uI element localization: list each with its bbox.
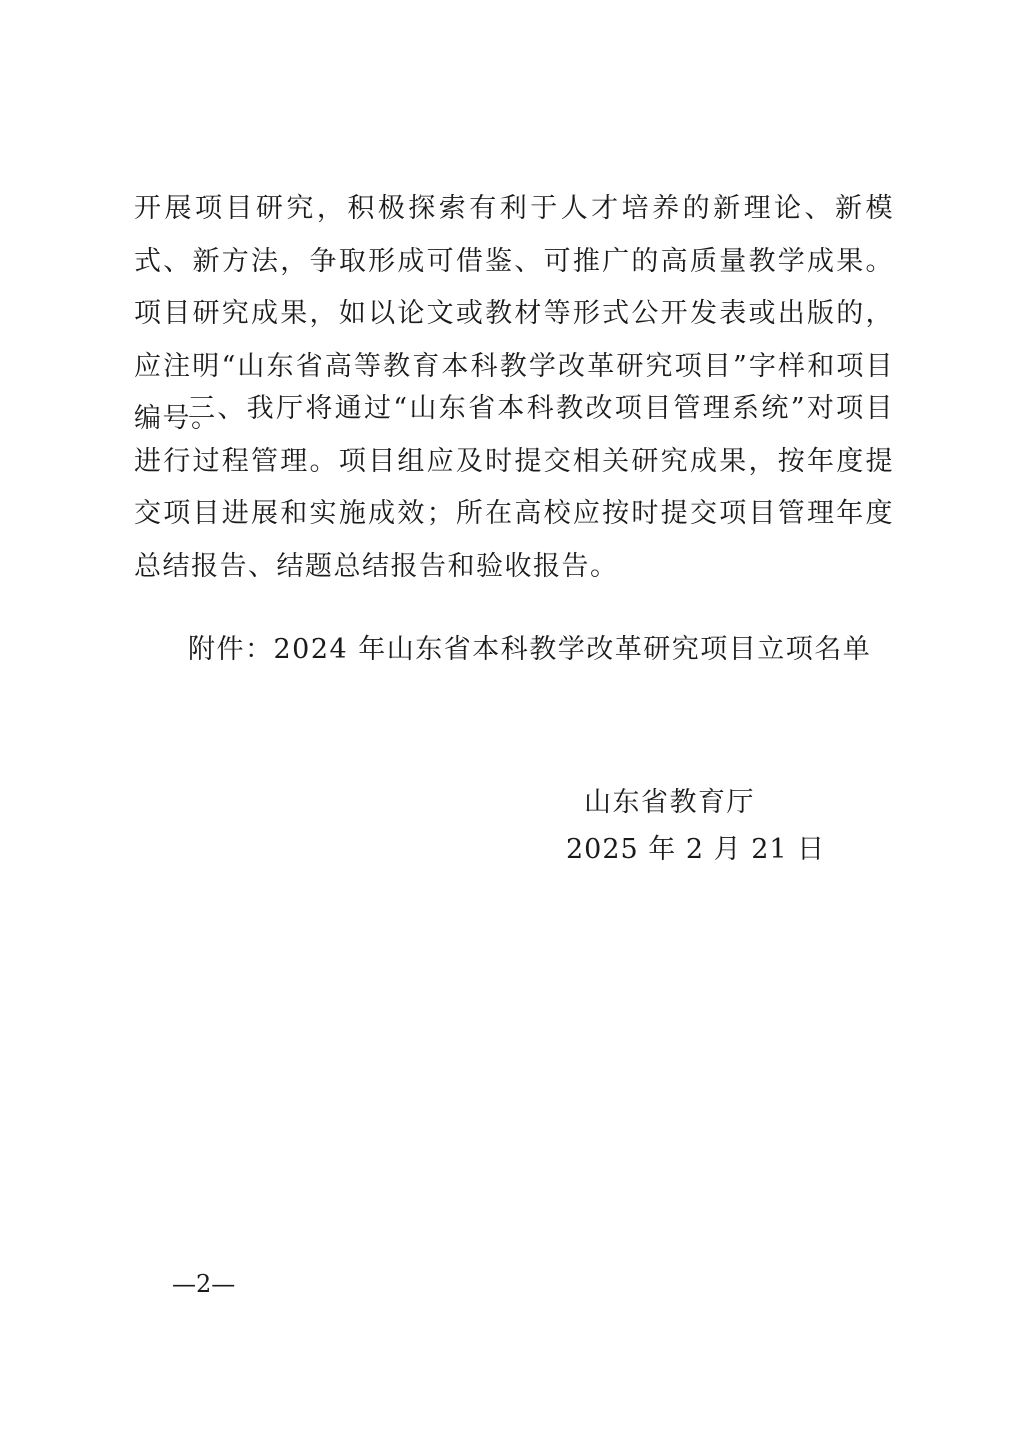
body-paragraph-2: 三、我厅将通过“山东省本科教改项目管理系统”对项目进行过程管理。项目组应及时提交相关研究成果，按年度提交项目进展和实施成效；所在高校应按时提交项目管理年度总结报告、结题总结报告和验收报告。 [134,393,894,582]
signing-date: 2025 年 2 月 21 日 [566,834,826,865]
body-paragraph-1: 开展项目研究，积极探索有利于人才培养的新理论、新模式、新方法，争取形成可借鉴、可推广的高质量教学成果。项目研究成果，如以论文或教材等形式公开发表或出版的，应注明“山东省高等教育本科教学改革研究项目”字样和项目编号。 [134,193,894,434]
signing-organization: 山东省教育厅 [584,787,755,818]
attachment-line: 附件：2024 年山东省本科教学改革研究项目立项名单 [188,634,872,665]
page-number: —2— [172,1270,236,1298]
